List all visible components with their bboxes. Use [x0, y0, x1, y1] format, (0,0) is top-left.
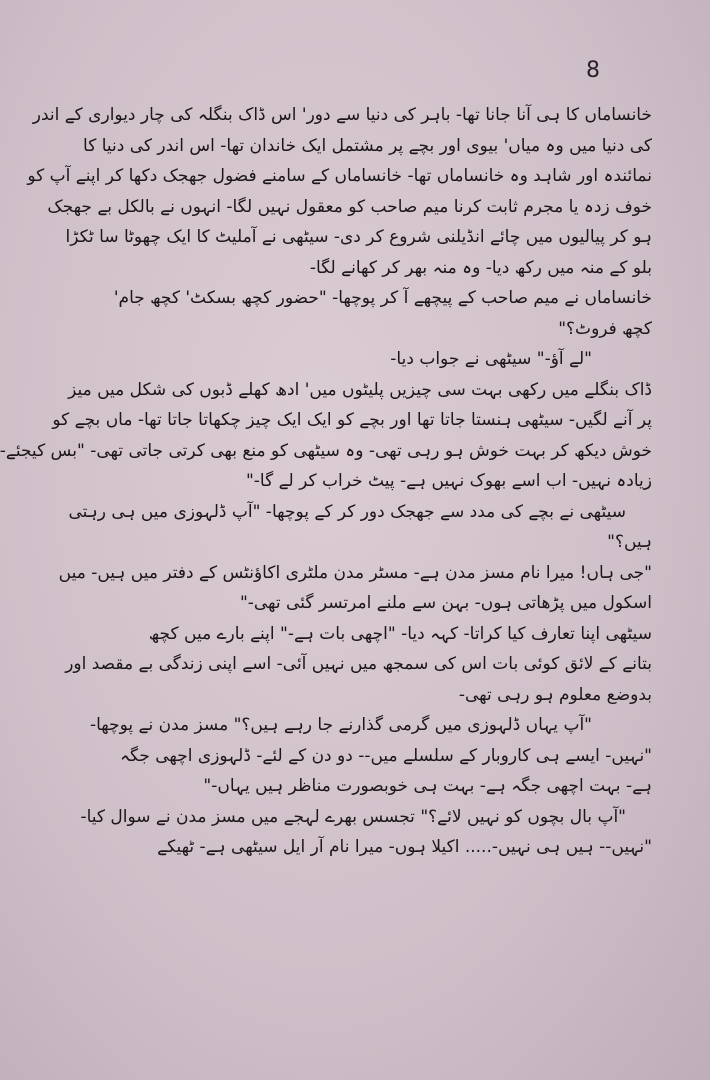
- text-line: بتانے کے لائق کوئی بات اس کی سمجھ میں نہیں آئی- اسے اپنی زندگی بے مقصد اور: [65, 654, 652, 674]
- text-line: "جی ہاں! میرا نام مسز مدن ہے- مسٹر مدن ملٹری اکاؤنٹس کے دفتر میں ہیں- میں: [58, 562, 652, 583]
- text-line: خانساماں کا ہی آنا جانا تھا- باہر کی دنیا سے دور' اس ڈاک بنگلہ کی چار دیواری کے اندر: [32, 105, 652, 125]
- text-line: "نہیں- ایسے ہی کاروبار کے سلسلے میں-- دو دن کے لئے- ڈلہوزی اچھی جگہ: [119, 745, 652, 766]
- urdu-text-body: [0, 100, 652, 863]
- text-line: اسکول میں پڑھاتی ہوں- بہن سے ملنے امرتسر گئی تھی-": [239, 593, 652, 613]
- text-line: سیٹھی اپنا تعارف کیا کراتا- کہہ دیا- "اچھی بات ہے-" اپنے بارے میں کچھ: [148, 623, 652, 644]
- text-line: خوف زدہ یا مجرم ثابت کرنا میم صاحب کو معقول نہیں لگا- انہوں نے بالکل بے جھجک: [47, 196, 652, 217]
- text-line: ہیں؟": [607, 532, 652, 552]
- text-line: سیٹھی نے بچے کی مدد سے جھجک دور کر کے پوچھا- "آپ ڈلہوزی میں ہی رہتی: [68, 501, 626, 522]
- text-line: خانساماں نے میم صاحب کے پیچھے آ کر پوچھا- "حضور کچھ بسکٹ' کچھ جام': [113, 288, 652, 308]
- text-line: کچھ فروٹ؟": [558, 318, 652, 339]
- text-line: ہو کر پیالیوں میں چائے انڈیلنی شروع کر دی- سیٹھی نے آملیٹ کا ایک چھوٹا سا ٹکڑا: [65, 227, 652, 247]
- text-line: خوش دیکھ کر بہت خوش ہو رہی تھی- وہ سیٹھی کو منع بھی کرتی جاتی تھی- "بس کیجئے-: [0, 440, 652, 461]
- text-line: ہے- بہت اچھی جگہ ہے- بہت ہی خوبصورت مناظر ہیں یہاں-": [203, 776, 652, 796]
- text-line: ڈاک بنگلے میں رکھی بہت سی چیزیں پلیٹوں میں' ادھ کھلے ڈبوں کی شکل میں میز: [68, 379, 652, 400]
- text-line: "نہیں-- ہیں ہی نہیں-..... اکیلا ہوں- میرا نام آر ایل سیٹھی ہے- ٹھیکے: [157, 837, 652, 857]
- page-number: 8: [586, 58, 600, 83]
- text-line: کی دنیا میں وہ میاں' بیوی اور بچے پر مشتمل ایک خاندان تھا- اس اندر کی دنیا کا: [83, 135, 652, 156]
- text-line: نمائندہ اور شاہد وہ خانساماں تھا- خانساماں کے سامنے فضول جھجک دکھا کر اپنے آپ کو: [27, 166, 652, 186]
- text-line: "لے آؤ-" سیٹھی نے جواب دیا-: [390, 349, 592, 369]
- text-line: "آپ بال بچوں کو نہیں لائے؟" تجسس بھرے لہجے میں مسز مدن نے سوال کیا-: [80, 806, 626, 827]
- text-line: پر آنے لگیں- سیٹھی ہنستا جاتا تھا اور بچے کو ایک ایک چیز چکھاتا جاتا تھا- ماں بچے کو: [52, 410, 652, 430]
- text-line: بلو کے منہ میں رکھ دیا- وہ منہ بھر کر کھانے لگا-: [309, 257, 652, 278]
- text-line: بدوضع معلوم ہو رہی تھی-: [458, 684, 652, 705]
- text-line: زیادہ نہیں- اب اسے بھوک نہیں ہے- پیٹ خراب کر لے گا-": [245, 471, 652, 491]
- text-line: "آپ یہاں ڈلہوزی میں گرمی گذارنے جا رہے ہیں؟" مسز مدن نے پوچھا-: [89, 715, 592, 735]
